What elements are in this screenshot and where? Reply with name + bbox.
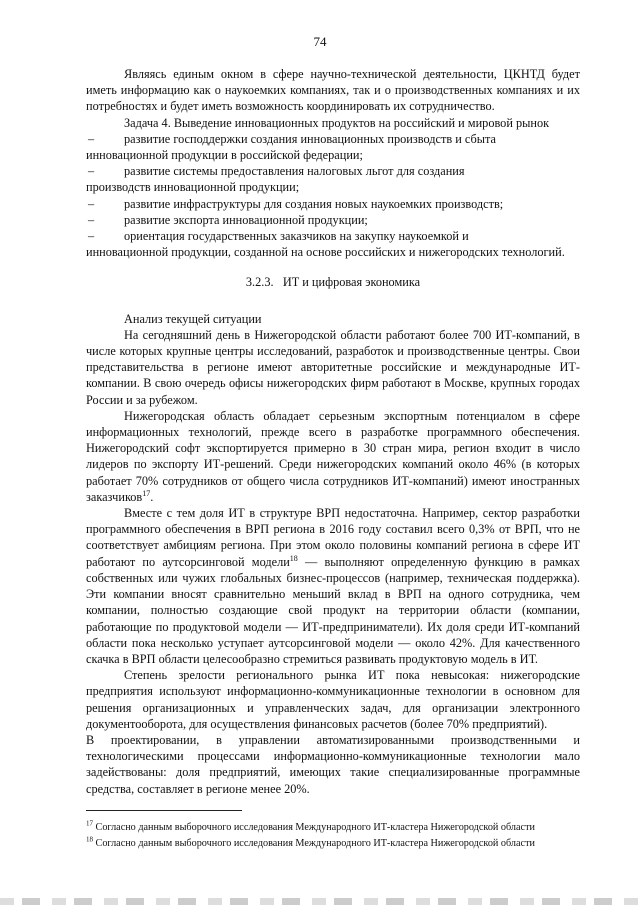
- paragraph-3-part-a: Вместе с тем доля ИТ в структуре ВРП недостаточна. Например, сектор разработки программного обеспечения в ВРП региона в 2016 году составил всего 0,3% от ВРП, что не соответствует амбициям региона. При этом около половины компаний региона в сфере ИТ работают по аутсорсинговой модели: [86, 506, 580, 569]
- list-item-continuation: производств инновационной продукции;: [86, 180, 300, 195]
- paragraph-4: Степень зрелости регионального рынка ИТ пока невысокая: нижегородские предприятия используют информационно-коммуникационные технологии в основном для решения организационных и управленческих задач, для организации электронного документооборота, для осуществления финансовых расчетов (более 70% предприятий).: [86, 668, 580, 731]
- list-item: [86, 196, 580, 212]
- page-number: 74: [313, 34, 327, 49]
- footnote-text: Согласно данным выборочного исследования Международного ИТ-кластера Нижегородской области: [95, 822, 535, 833]
- paragraph-2: [86, 408, 580, 505]
- list-item-continuation: инновационной продукции в российской федерации;: [86, 148, 363, 163]
- list-item: [86, 212, 580, 228]
- list-dash: –: [88, 131, 95, 146]
- list-dash: –: [88, 229, 95, 244]
- list-item: [86, 131, 580, 163]
- scan-artifact-strip: [0, 898, 640, 905]
- list-item-continuation: инновационной продукции, созданной на основе российских и нижегородских технологий.: [86, 245, 565, 260]
- paragraph-5: В проектировании, в управлении автоматизированными производственными и технологическими процессами информационно-коммуникационные технологии мало задействованы: доля предприятий, имеющих такие специализированные программные средства, составляет в регионе менее 20%.: [86, 732, 580, 796]
- subheading: Анализ текущей ситуации: [124, 311, 262, 326]
- footnote-ref-17[interactable]: 17: [142, 488, 151, 498]
- footnote-number: 17: [86, 819, 93, 828]
- footnote-ref-18[interactable]: 18: [289, 553, 298, 563]
- footnote-18: [86, 835, 586, 850]
- list-item-text: развитие экспорта инновационной продукции;: [124, 212, 368, 227]
- list-item-text: развитие господдержки создания инновационных производств и сбыта: [124, 131, 496, 146]
- section-number: 3.2.3.: [245, 275, 274, 290]
- list-item: [86, 228, 580, 260]
- list-dash: –: [88, 196, 95, 211]
- footnote-number: 18: [86, 835, 93, 844]
- paragraph-2-text: Нижегородская область обладает серьезным экспортным потенциалом в сфере информационных технологий, прежде всего в разработке программного обеспечения. Нижегородский софт экспортируется примерно в 30 стран мира, регион входит в число лидеров по экспорту ИТ-решений. Среди нижегородских компаний около 46% (в которых работает 70% сотрудников от общего числа сотрудников ИТ-компаний) имеют иностранных заказчиков: [86, 408, 580, 504]
- list-item-text: развитие системы предоставления налоговых льгот для создания: [124, 164, 465, 179]
- section-title: ИТ и цифровая экономика: [282, 275, 421, 290]
- task4-list: [86, 131, 580, 261]
- list-item-text: ориентация государственных заказчиков на закупку наукоемкой и: [124, 229, 469, 244]
- intro-paragraph: Являясь единым окном в сфере научно-технической деятельности, ЦКНТД будет иметь информацию как о наукоемких компаниях, так и о производственных компаниях и их потребностях и будет иметь возможность координировать их сотрудничество.: [86, 67, 580, 114]
- footnote-17: [86, 819, 586, 834]
- page-body: [86, 66, 580, 797]
- paragraph-2-end: .: [150, 489, 154, 504]
- paragraph-1: На сегодняшний день в Нижегородской области работают более 700 ИТ-компаний, в числе которых крупные центры исследований, разработок и производственные центры. Свои представительства в регионе имеют авторитетные российские и международные ИТ-компании. В свою очередь офисы нижегородских фирм работают в Москве, крупных городах России и за рубежом.: [86, 327, 580, 407]
- list-dash: –: [88, 212, 95, 227]
- paragraph-3-part-b: — выполняют определенную функцию в рамках собственных или чужих глобальных бизнес-процессов (например, техническая поддержка). Эти компании вносят сравнительно меньший вклад в ВРП на одного сотрудника, чем компании, полностью создающие свой продукт на территории области (компании, работающие по продуктовой модели — ИТ-предприниматели). Их доля среди ИТ-компаний области пока несколько уступает аутсорсинговой модели — около 42%. Для качественного скачка в ВРП области целесообразно стремиться развивать продуктовую модель в ИТ.: [86, 554, 580, 666]
- section-heading: [86, 274, 580, 290]
- list-item: [86, 163, 580, 195]
- list-dash: –: [88, 164, 95, 179]
- list-item-text: развитие инфраструктуры для создания новых наукоемких производств;: [124, 196, 504, 211]
- task4-title: Задача 4. Выведение инновационных продуктов на российский и мировой рынок: [124, 115, 550, 130]
- footnote-divider: [86, 810, 242, 811]
- paragraph-3: [86, 505, 580, 667]
- footnote-text: Согласно данным выборочного исследования Международного ИТ-кластера Нижегородской области: [95, 838, 535, 849]
